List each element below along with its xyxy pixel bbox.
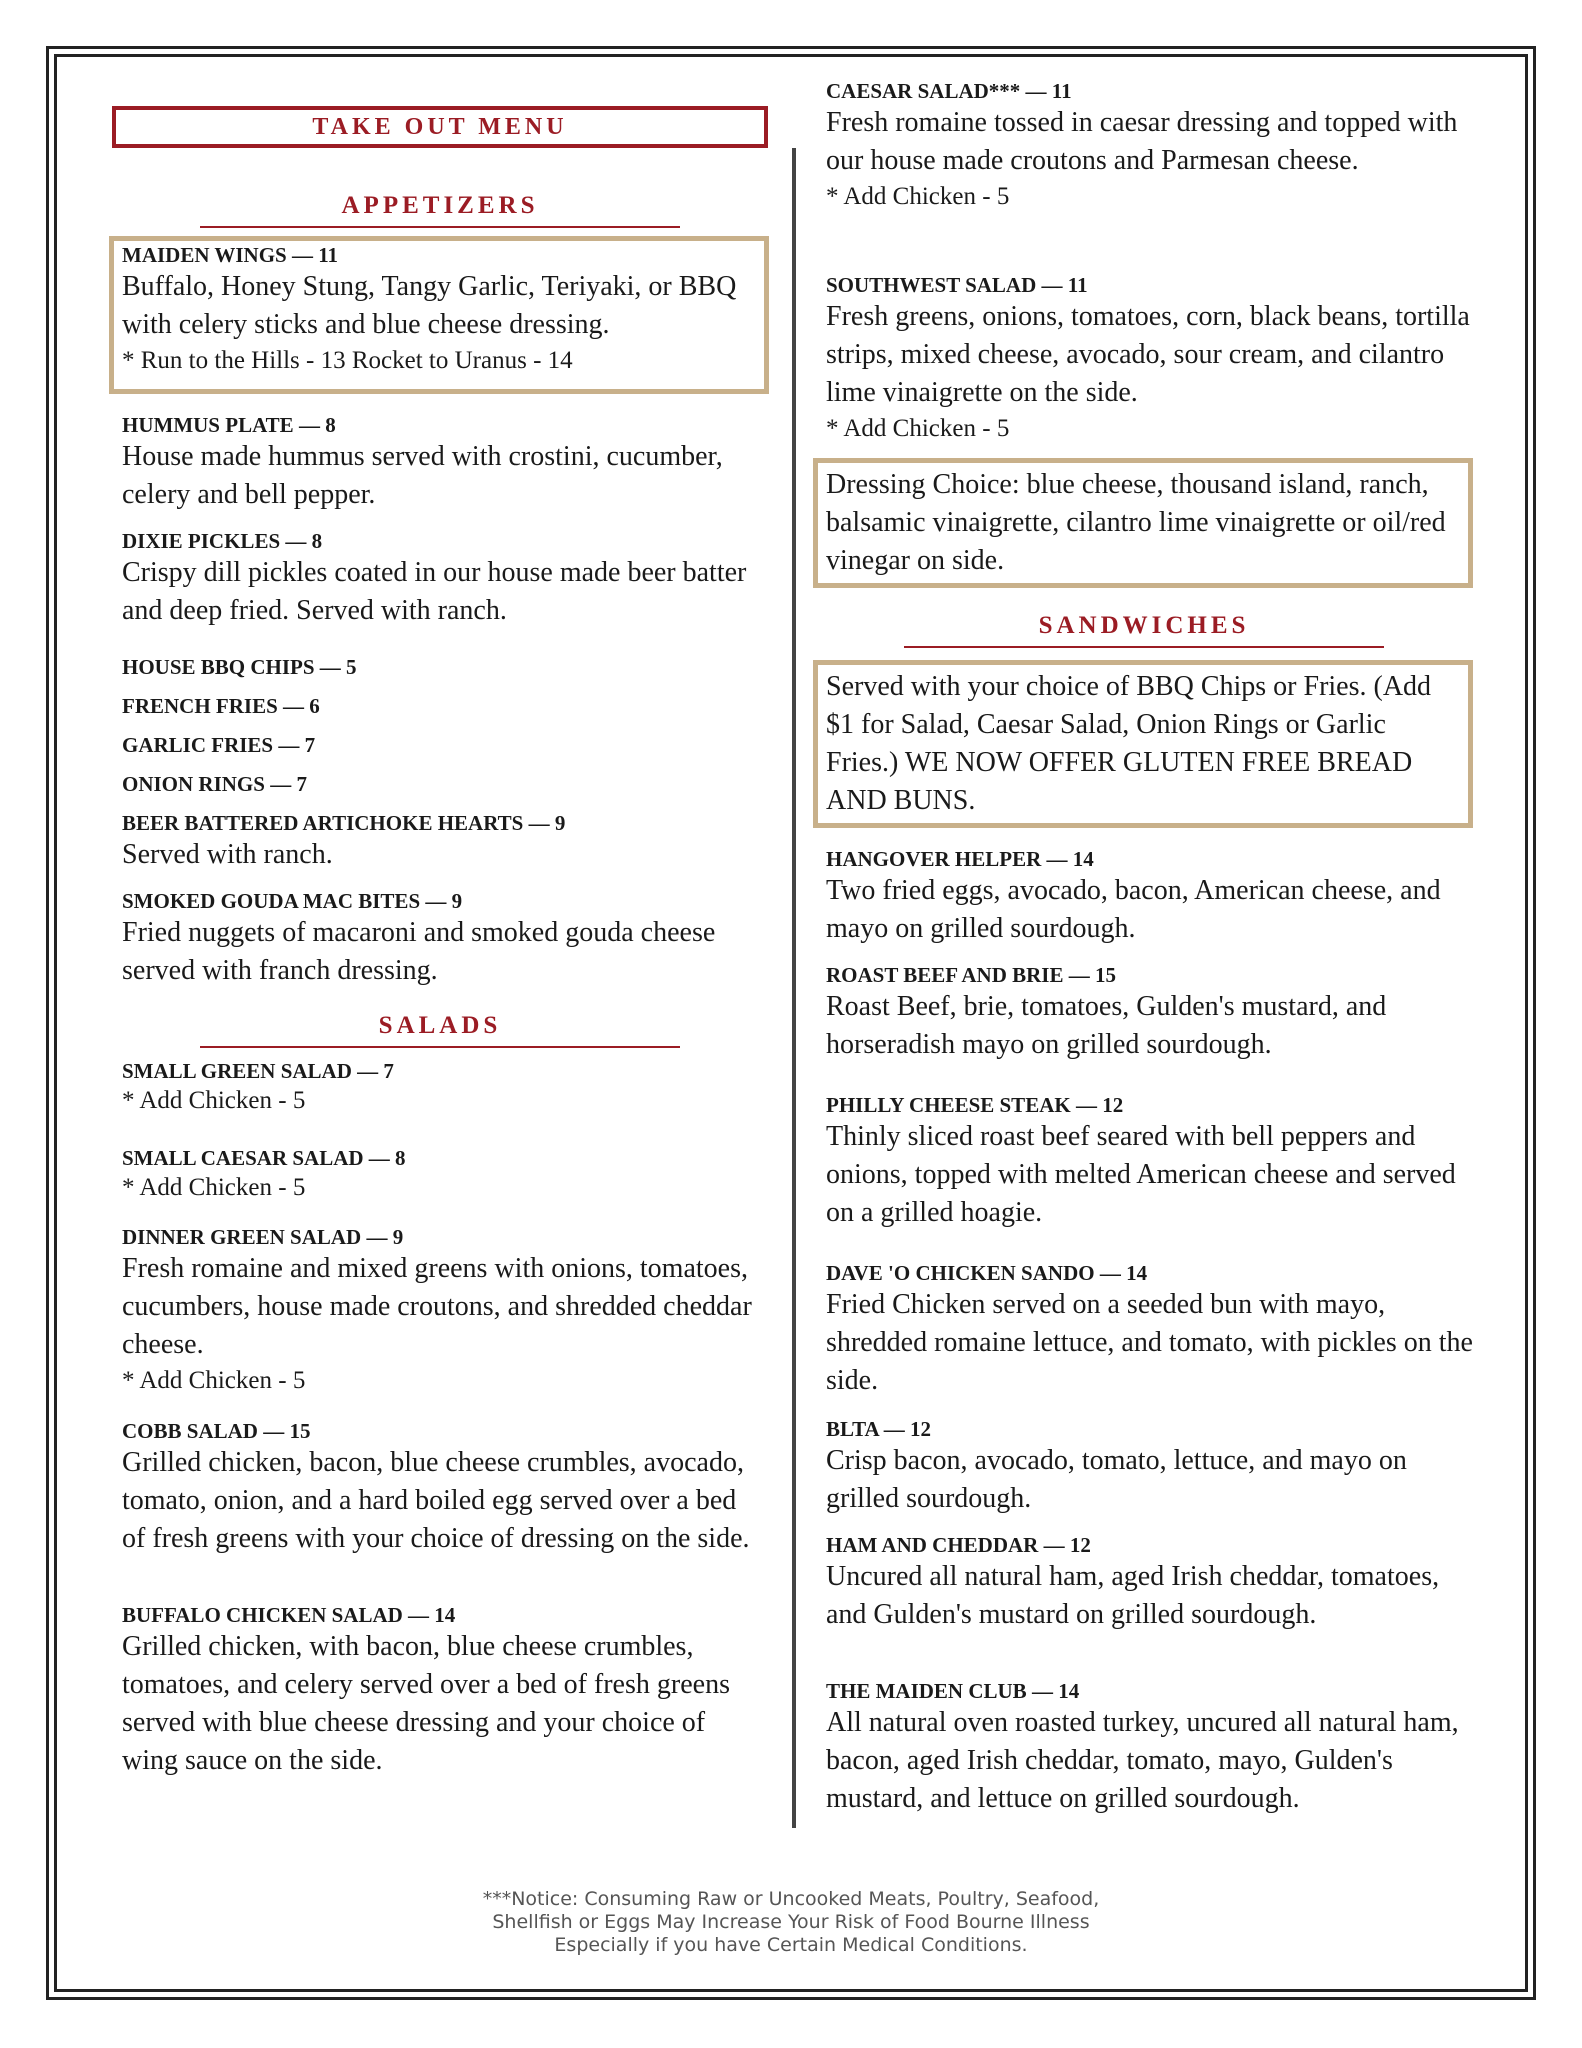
- item-name: HAM AND CHEDDAR — 12: [826, 1533, 1091, 1557]
- item-description: House made hummus served with crostini, cucumber, celery and bell pepper.: [122, 441, 723, 510]
- item-description: All natural oven roasted turkey, uncured all natural ham, bacon, aged Irish cheddar, tomato, mayo, Gulden's mustard, and lettuce on grilled sourdough.: [826, 1707, 1459, 1814]
- notice-line: Especially if you have Certain Medical Conditions.: [554, 1934, 1028, 1956]
- item-name: ONION RINGS — 7: [122, 772, 307, 796]
- item-name: FRENCH FRIES — 6: [122, 694, 320, 718]
- section-salads-label: SALADS: [378, 1012, 502, 1039]
- item-description: Served with ranch.: [122, 839, 333, 870]
- section-sandwiches-label: SANDWICHES: [1038, 612, 1250, 639]
- menu-item-buffalo-chicken-salad: [122, 1602, 762, 1780]
- item-name: DIXIE PICKLES — 8: [122, 529, 323, 553]
- item-description: Fried nuggets of macaroni and smoked gouda cheese served with franch dressing.: [122, 917, 716, 986]
- item-name: HOUSE BBQ CHIPS — 5: [122, 655, 357, 679]
- sandwich-intro-text: Served with your choice of BBQ Chips or Fries. (Add $1 for Salad, Caesar Salad, Onion Rings or Garlic Fries.) WE NOW OFFER GLUTEN FREE BREAD AND BUNS.: [826, 671, 1432, 816]
- item-description: Two fried eggs, avocado, bacon, American cheese, and mayo on grilled sourdough.: [826, 875, 1441, 944]
- notice-line: Shellfish or Eggs May Increase Your Risk of Food Bourne Illness: [492, 1911, 1090, 1933]
- item-note: * Add Chicken - 5: [826, 183, 1010, 210]
- item-name: MAIDEN WINGS — 11: [122, 243, 339, 267]
- menu-title: TAKE OUT MENU: [112, 106, 768, 148]
- sandwich-intro: [826, 668, 1460, 820]
- menu-item-maiden-wings: [122, 242, 762, 378]
- section-sandwiches: [904, 612, 1384, 640]
- menu-item-caesar-salad: [826, 78, 1476, 214]
- menu-item-philly-cheese-steak: [826, 1092, 1476, 1232]
- item-note: * Add Chicken - 5: [122, 1367, 306, 1394]
- column-divider: [792, 148, 796, 1828]
- item-name: BEER BATTERED ARTICHOKE HEARTS — 9: [122, 811, 566, 835]
- menu-item-dixie-pickles: [122, 528, 762, 630]
- notice-line: ***Notice: Consuming Raw or Uncooked Meats, Poultry, Seafood,: [482, 1888, 1100, 1910]
- item-name: CAESAR SALAD*** — 11: [826, 79, 1072, 103]
- item-description: Uncured all natural ham, aged Irish cheddar, tomatoes, and Gulden's mustard on grilled sourdough.: [826, 1561, 1440, 1630]
- menu-item-dave-o-chicken-sando: [826, 1260, 1476, 1400]
- item-description: Fresh romaine and mixed greens with onions, tomatoes, cucumbers, house made croutons, and shredded cheddar cheese.: [122, 1253, 752, 1360]
- item-name: SMOKED GOUDA MAC BITES — 9: [122, 889, 463, 913]
- item-note: * Run to the Hills - 13 Rocket to Uranus - 14: [122, 347, 573, 374]
- item-name: HUMMUS PLATE — 8: [122, 413, 336, 437]
- dressing-choice: [826, 466, 1460, 580]
- item-note: * Add Chicken - 5: [826, 415, 1010, 442]
- item-description: Fresh romaine tossed in caesar dressing and topped with our house made croutons and Parmesan cheese.: [826, 107, 1458, 176]
- menu-item-garlic-fries: [122, 732, 762, 758]
- menu-item-mac-bites: [122, 888, 762, 990]
- item-note: * Add Chicken - 5: [122, 1087, 306, 1114]
- item-description: Fried Chicken served on a seeded bun with mayo, shredded romaine lettuce, and tomato, with pickles on the side.: [826, 1289, 1473, 1396]
- item-name: SMALL GREEN SALAD — 7: [122, 1059, 394, 1083]
- menu-item-artichoke: [122, 810, 762, 874]
- item-name: DINNER GREEN SALAD — 9: [122, 1225, 404, 1249]
- section-appetizers: [200, 192, 680, 220]
- item-name: THE MAIDEN CLUB — 14: [826, 1679, 1080, 1703]
- menu-item-dinner-green-salad: [122, 1224, 762, 1398]
- item-name: SOUTHWEST SALAD — 11: [826, 273, 1088, 297]
- item-name: SMALL CAESAR SALAD — 8: [122, 1146, 406, 1170]
- menu-item-roast-beef-brie: [826, 962, 1476, 1064]
- item-name: DAVE 'O CHICKEN SANDO — 14: [826, 1261, 1148, 1285]
- menu-item-french-fries: [122, 693, 762, 719]
- menu-item-small-green-salad: [122, 1058, 762, 1118]
- item-name: BUFFALO CHICKEN SALAD — 14: [122, 1603, 456, 1627]
- item-description: Crispy dill pickles coated in our house made beer batter and deep fried. Served with ranch.: [122, 557, 747, 626]
- menu-item-hangover-helper: [826, 846, 1476, 948]
- section-rule: [904, 646, 1384, 648]
- item-note: * Add Chicken - 5: [122, 1174, 306, 1201]
- item-description: Fresh greens, onions, tomatoes, corn, black beans, tortilla strips, mixed cheese, avocado, sour cream, and cilantro lime vinaigrette on the side.: [826, 301, 1470, 408]
- item-description: Roast Beef, brie, tomatoes, Gulden's mustard, and horseradish mayo on grilled sourdough.: [826, 991, 1387, 1060]
- item-name: PHILLY CHEESE STEAK — 12: [826, 1093, 1124, 1117]
- item-description: Thinly sliced roast beef seared with bell peppers and onions, topped with melted American cheese and served on a grilled hoagie.: [826, 1121, 1456, 1228]
- menu-item-southwest-salad: [826, 272, 1476, 446]
- item-description: Grilled chicken, with bacon, blue cheese crumbles, tomatoes, and celery served over a bed of fresh greens served with blue cheese dressing and your choice of wing sauce on the side.: [122, 1631, 730, 1776]
- menu-item-ham-and-cheddar: [826, 1532, 1476, 1634]
- item-description: Buffalo, Honey Stung, Tangy Garlic, Teriyaki, or BBQ with celery sticks and blue cheese dressing.: [122, 271, 737, 340]
- section-appetizers-label: APPETIZERS: [341, 192, 539, 219]
- health-notice: [460, 1888, 1122, 1957]
- menu-item-small-caesar-salad: [122, 1145, 762, 1205]
- section-rule: [200, 1046, 680, 1048]
- item-name: COBB SALAD — 15: [122, 1419, 311, 1443]
- menu-item-hummus: [122, 412, 762, 514]
- section-rule: [200, 226, 680, 228]
- item-name: GARLIC FRIES — 7: [122, 733, 316, 757]
- item-name: HANGOVER HELPER — 14: [826, 847, 1094, 871]
- item-description: Grilled chicken, bacon, blue cheese crumbles, avocado, tomato, onion, and a hard boiled egg served over a bed of fresh greens with your choice of dressing on the side.: [122, 1447, 750, 1554]
- dressing-text: Dressing Choice: blue cheese, thousand island, ranch, balsamic vinaigrette, cilantro lime vinaigrette or oil/red vinegar on side.: [826, 469, 1446, 576]
- menu-item-cobb-salad: [122, 1418, 762, 1558]
- menu-item-blta: [826, 1416, 1476, 1518]
- item-name: ROAST BEEF AND BRIE — 15: [826, 963, 1116, 987]
- item-description: Crisp bacon, avocado, tomato, lettuce, and mayo on grilled sourdough.: [826, 1445, 1407, 1514]
- item-name: BLTA — 12: [826, 1417, 932, 1441]
- section-salads: [200, 1012, 680, 1040]
- menu-item-maiden-club: [826, 1678, 1476, 1818]
- menu-item-onion-rings: [122, 771, 762, 797]
- menu-item-bbq-chips: [122, 654, 762, 680]
